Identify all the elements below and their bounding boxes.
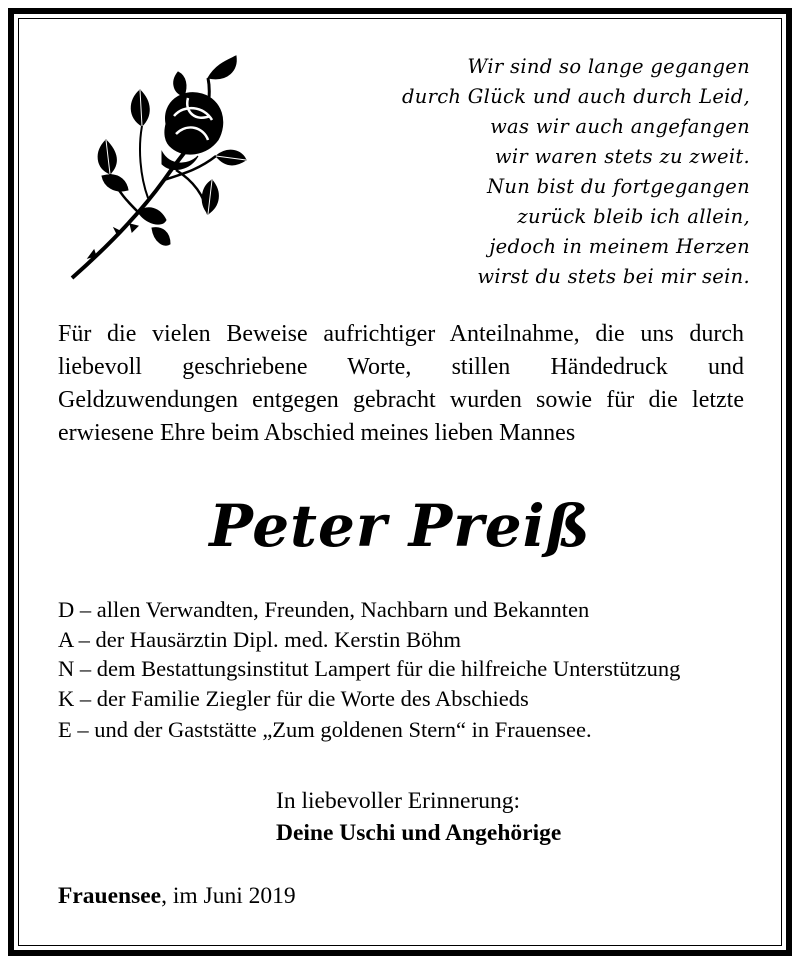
rose-icon: [66, 52, 248, 284]
deceased-name: Peter Preiß: [209, 492, 591, 560]
list-item: K – der Familie Ziegler für die Worte des Abschieds: [58, 685, 529, 711]
list-item: D – allen Verwandten, Freunden, Nachbarn und Bekannten: [58, 597, 590, 622]
poem-line: zurück bleib ich allein,: [517, 205, 750, 228]
signer: Deine Uschi und Angehörige: [276, 820, 562, 846]
place: Frauensee: [58, 883, 162, 909]
closing-block: [276, 785, 561, 849]
poem-line: Nun bist du fortgegangen: [487, 175, 750, 198]
poem: [330, 52, 750, 292]
date: , im Juni 2019: [161, 883, 296, 909]
poem-line: jedoch in meinem Herzen: [489, 235, 750, 258]
poem-line: wirst du stets bei mir sein.: [477, 265, 750, 288]
poem-line: was wir auch angefangen: [490, 115, 750, 138]
poem-line: Wir sind so lange gegangen: [467, 55, 750, 78]
poem-line: durch Glück und auch durch Leid,: [401, 85, 750, 108]
place-date: [58, 883, 296, 910]
list-item: N – dem Bestattungsinstitut Lampert für die hilfreiche Unterstützung: [58, 656, 681, 681]
list-item: E – und der Gaststätte „Zum goldenen Stern“ in Frauensee.: [58, 717, 592, 742]
list-item: A – der Hausärztin Dipl. med. Kerstin Böhm: [58, 626, 462, 652]
poem-line: wir waren stets zu zweit.: [494, 145, 750, 168]
closing-line: In liebevoller Erinnerung:: [276, 788, 521, 814]
acknowledgement-list: [58, 595, 758, 745]
thanks-paragraph: Für die vielen Beweise aufrichtiger Anteilnahme, die uns durch liebevoll geschriebene Worte, stillen Händedruck und Geldzuwendungen entgegen gebracht wurden sowie für die letzte erwiesene Ehre beim Abschied meines lieben Mannes: [58, 321, 744, 446]
